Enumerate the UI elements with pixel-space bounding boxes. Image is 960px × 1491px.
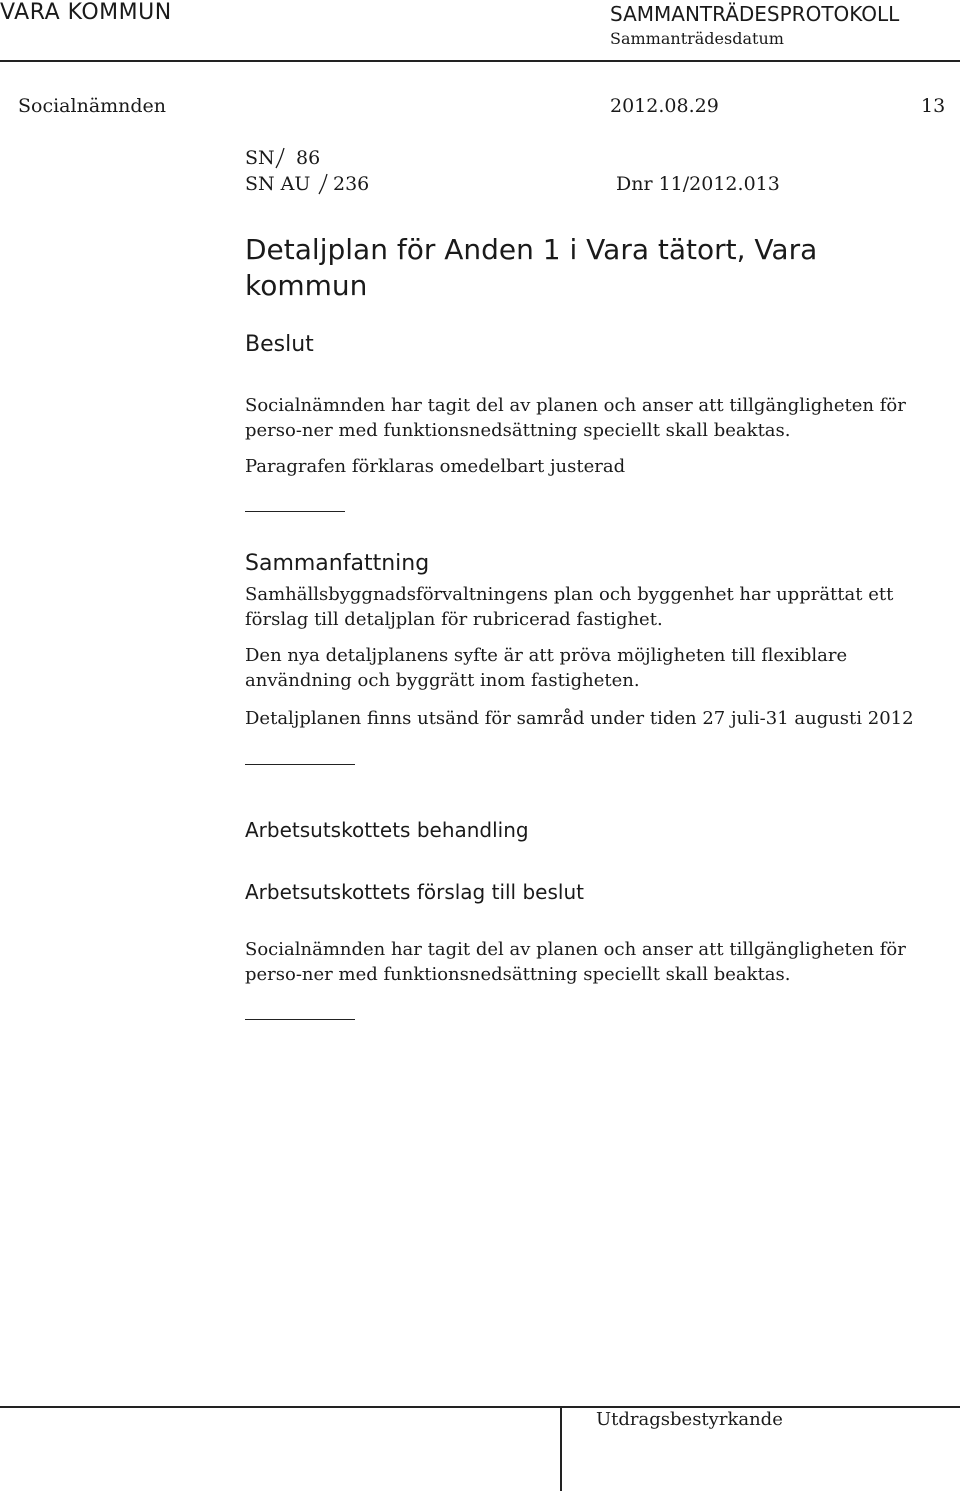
- protocol-title: SAMMANTRÄDESPROTOKOLL: [610, 2, 900, 26]
- snau-number: 236: [333, 173, 370, 195]
- committee-name: Socialnämnden: [18, 95, 167, 117]
- footer-vertical-divider: [560, 1406, 562, 1491]
- sammanfattning-paragraph-2: Den nya detaljplanens syfte är att pröva möjligheten till flexiblare användning och byggrätt inom fastigheten.: [245, 645, 848, 691]
- document-title: Detaljplan för Anden 1 i Vara tätort, Vara kommun: [245, 233, 818, 302]
- header-divider: [0, 60, 960, 62]
- org-name: VARA KOMMUN: [0, 0, 172, 25]
- meeting-date-label: Sammanträdesdatum: [610, 29, 784, 48]
- sammanfattning-heading: Sammanfattning: [245, 551, 430, 576]
- beslut-heading: Beslut: [245, 332, 314, 357]
- section-divider: [245, 1019, 355, 1020]
- footer-divider: [0, 1406, 960, 1408]
- footer-certification-label: Utdragsbestyrkande: [596, 1409, 783, 1430]
- section-divider: [245, 511, 345, 512]
- page-number: 13: [921, 95, 946, 117]
- au-forslag-heading: Arbetsutskottets förslag till beslut: [245, 880, 584, 904]
- sn-label: SN: [245, 147, 275, 169]
- snau-label: SN AU: [245, 173, 311, 195]
- sn-number: 86: [296, 147, 321, 169]
- diary-number: Dnr 11/2012.013: [616, 173, 780, 195]
- paragraph-slash-icon: [275, 147, 285, 169]
- beslut-note: Paragrafen förklaras omedelbart justerad: [245, 456, 626, 477]
- section-divider: [245, 764, 355, 765]
- au-forslag-text: Socialnämnden har tagit del av planen och anser att tillgängligheten för perso-ner med funktionsnedsättning speciellt skall beaktas.: [245, 939, 906, 985]
- sammanfattning-paragraph-3: Detaljplanen finns utsänd för samråd under tiden 27 juli-31 augusti 2012: [245, 708, 914, 729]
- au-behandling-heading: Arbetsutskottets behandling: [245, 818, 529, 842]
- paragraph-slash-icon: [318, 173, 328, 195]
- meeting-date: 2012.08.29: [610, 95, 719, 117]
- beslut-text: Socialnämnden har tagit del av planen och anser att tillgängligheten för perso-ner med funktionsnedsättning speciellt skall beaktas.: [245, 395, 906, 441]
- sammanfattning-paragraph-1: Samhällsbyggnadsförvaltningens plan och byggenhet har upprättat ett förslag till detaljplan för rubricerad fastighet.: [245, 584, 894, 630]
